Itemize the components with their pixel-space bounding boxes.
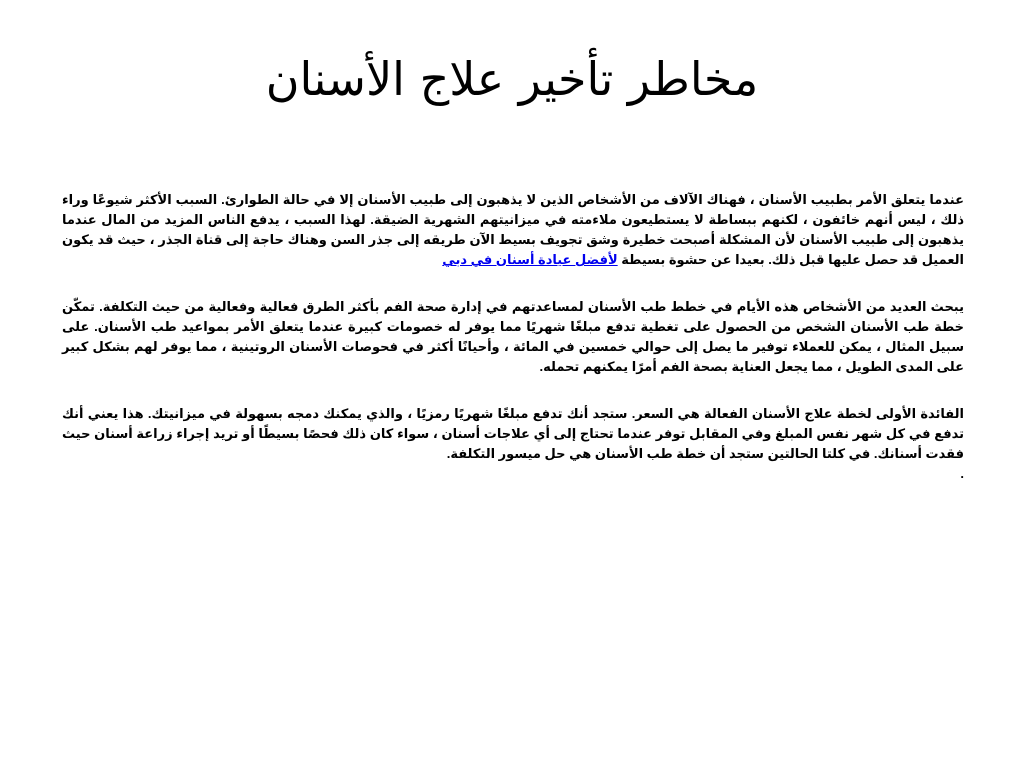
- paragraph-1: [62, 190, 964, 270]
- dubai-dental-clinic-link[interactable]: لأفضل عيادة أسنان في دبي: [442, 252, 618, 267]
- slide-title: مخاطر تأخير علاج الأسنان: [265, 52, 759, 106]
- slide-body: [62, 190, 964, 484]
- paragraph-1-text: عندما يتعلق الأمر بطبيب الأسنان ، فهناك الآلاف من الأشخاص الذين لا يذهبون إلى طبيب الأسنان إلا في حالة الطوارئ. السبب الأكثر شيوعًا وراء ذلك ، ليس أنهم خائفون ، لكنهم ببساطة لا يستطيعون ملاءمته في ميزانيتهم الشهرية الضيقة. لهذا السبب ، يدفع الناس المزيد من المال عندما يذهبون إلى طبيب الأسنان لأن المشكلة أصبحت خطيرة وشق تجويف بسيط الآن طريقه إلى جذر السن وهناك حاجة إلى قناة الجذر ، حيث قد يكون العميل قد حصل عليها قبل ذلك. بعيدا عن حشوة بسيطة: [62, 192, 964, 267]
- paragraph-3: الفائدة الأولى لخطة علاج الأسنان الفعالة هي السعر. ستجد أنك تدفع مبلغًا شهريًا رمزيًا ، والذي يمكنك دمجه بسهولة في ميزانيتك. هذا يعني أنك تدفع في كل شهر نفس المبلغ وفي المقابل توفر عندما تحتاج إلى أي علاجات أسنان ، سواء كان ذلك فحصًا بسيطًا أو تريد إجراء زراعة أسنان حيث فقدت أسنانك. في كلتا الحالتين ستجد أن خطة طب الأسنان هي حل ميسور التكلفة.: [62, 406, 964, 461]
- paragraph-2: يبحث العديد من الأشخاص هذه الأيام في خطط طب الأسنان لمساعدتهم في إدارة صحة الفم بأكثر الطرق فعالية وفعالية من حيث التكلفة. تمكّن خطة طب الأسنان الشخص من الحصول على تغطية تدفع مبلغًا شهريًا مما يوفر له خصومات كبيرة عندما يتعلق الأمر بمواعيد طب الأسنان. على سبيل المثال ، يمكن للعملاء توفير ما يصل إلى حوالي خمسين في المائة ، وأحيانًا أكثر في فحوصات الأسنان الروتينية ، مما يوفر لهم بشكل كبير على المدى الطويل ، مما يجعل العناية بصحة الفم أمرًا يمكنهم تحمله.: [62, 299, 964, 374]
- trailing-period: .: [960, 466, 964, 481]
